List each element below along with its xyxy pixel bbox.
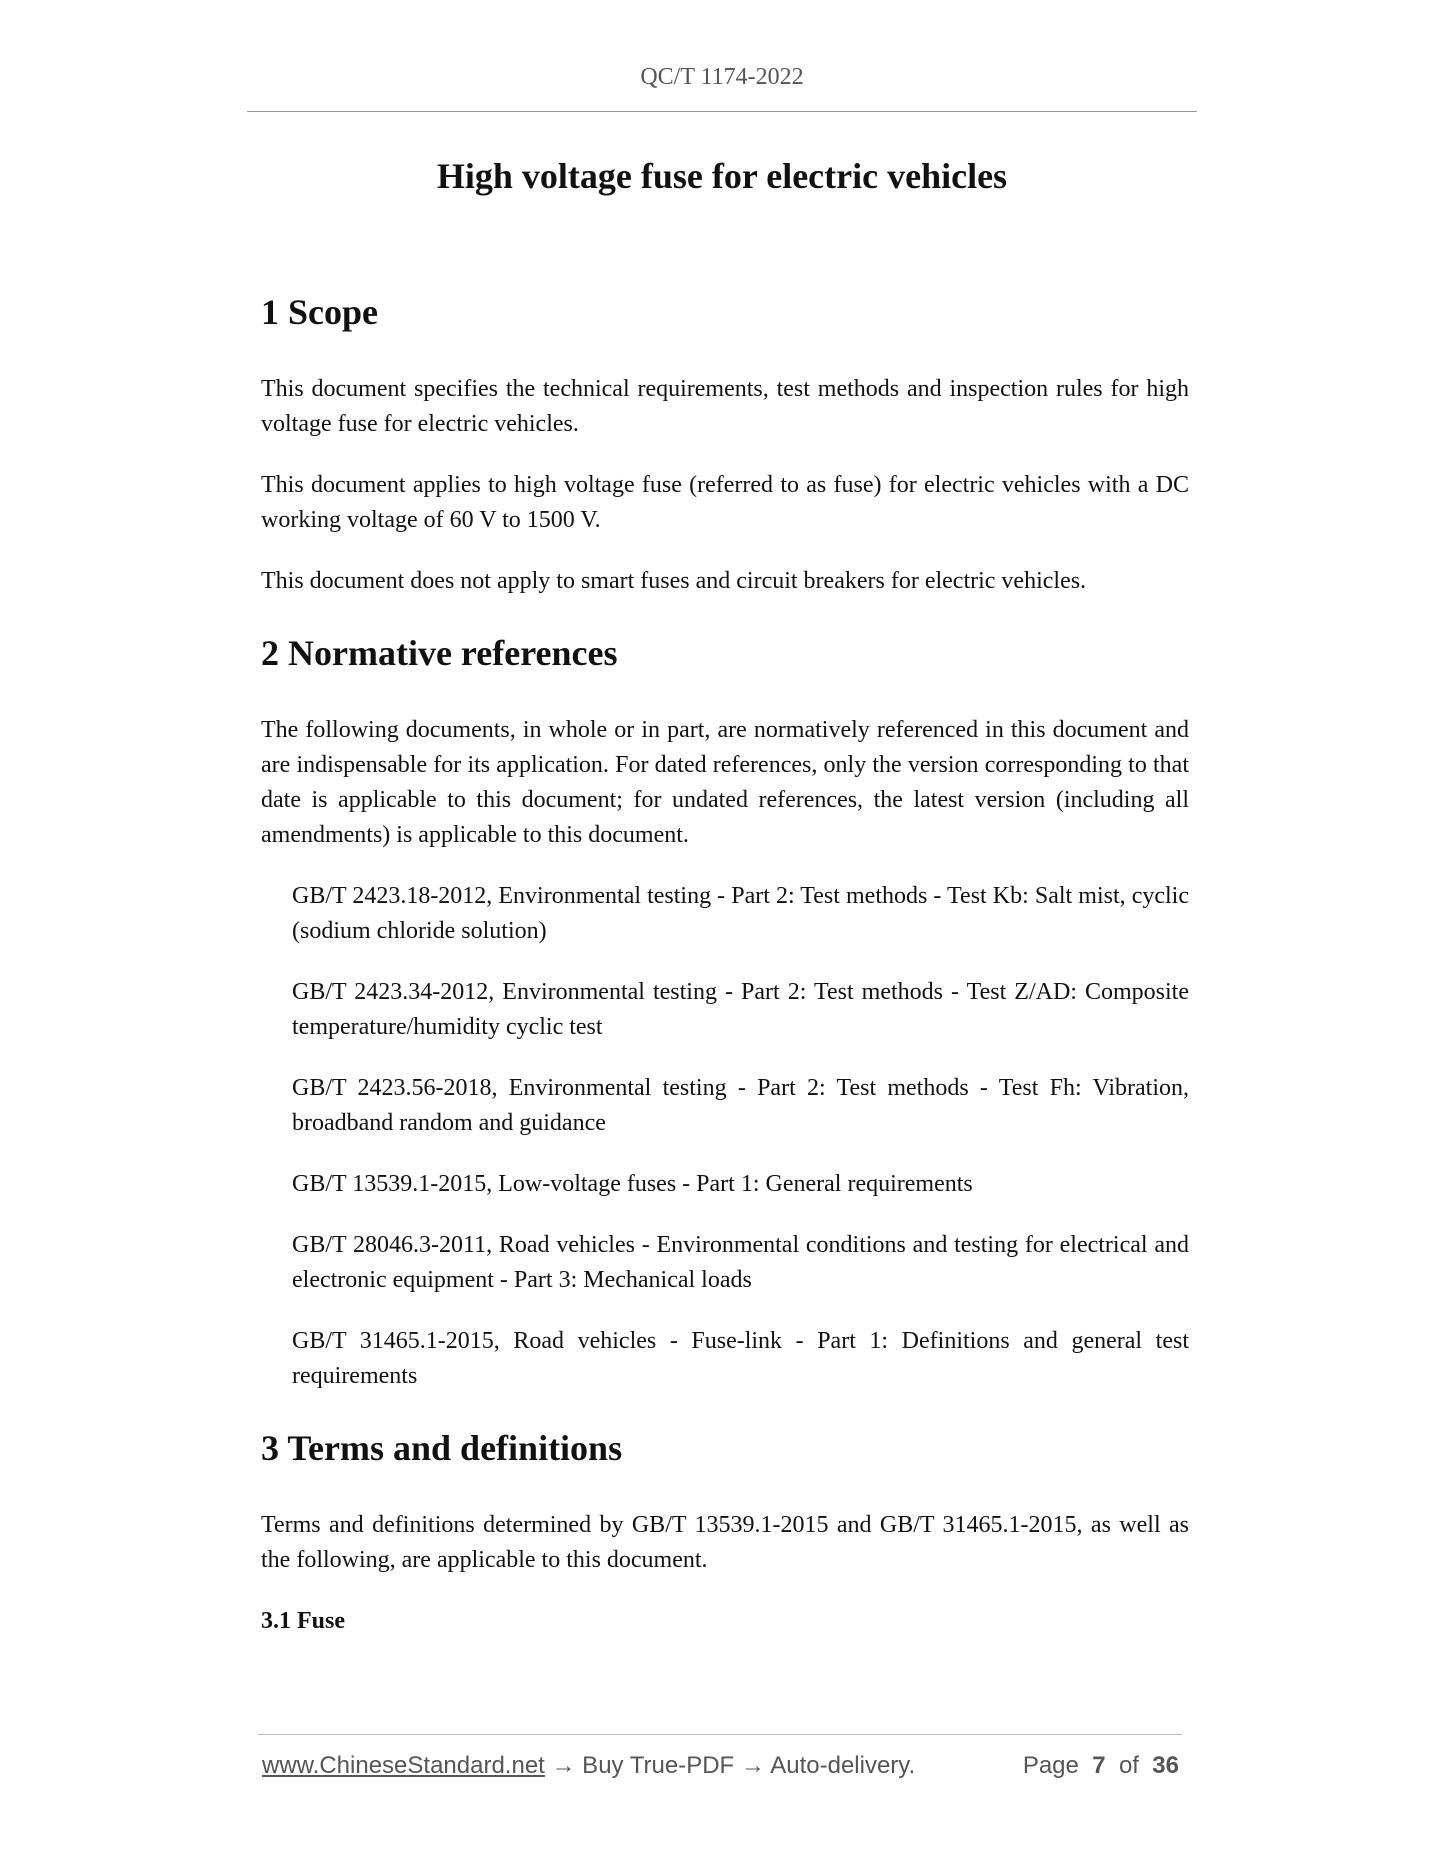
reference-item: GB/T 2423.18-2012, Environmental testing - Part 2: Test methods - Test Kb: Salt mist, cyclic (sodium chloride solution) bbox=[292, 883, 1189, 944]
scope-paragraph: This document does not apply to smart fuses and circuit breakers for electric vehicles. bbox=[261, 568, 1087, 594]
section-heading-terms-definitions: 3 Terms and definitions bbox=[261, 1428, 623, 1468]
scope-paragraph: This document specifies the technical requirements, test methods and inspection rules for high voltage fuse for electric vehicles. bbox=[261, 376, 1189, 437]
running-header: QC/T 1174-2022 bbox=[640, 64, 804, 90]
header-divider bbox=[247, 111, 1197, 112]
total-pages: 36 bbox=[1152, 1752, 1179, 1779]
page-label: Page bbox=[1022, 1752, 1079, 1779]
scope-paragraph: This document applies to high voltage fuse (referred to as fuse) for electric vehicles with a DC working voltage of 60 V to 1500 V. bbox=[261, 472, 1189, 533]
reference-item: GB/T 28046.3-2011, Road vehicles - Environmental conditions and testing for electrical and electronic equipment - Part 3: Mechanical loads bbox=[292, 1232, 1189, 1293]
section-normative-references bbox=[261, 631, 1189, 1394]
terms-intro-paragraph: Terms and definitions determined by GB/T 13539.1-2015 and GB/T 31465.1-2015, as well as the following, are applicable to this document. bbox=[261, 1512, 1189, 1573]
normative-intro-paragraph: The following documents, in whole or in part, are normatively referenced in this document and are indispensable for its application. For dated references, only the version corresponding to that date is applicable to this document; for undated references, the latest version (including all amendments) is applicable to this document. bbox=[261, 717, 1189, 848]
footer-promo bbox=[262, 1752, 915, 1780]
footer-divider bbox=[258, 1734, 1182, 1735]
website-link[interactable]: www.ChineseStandard.net bbox=[262, 1752, 545, 1779]
section-terms-definitions bbox=[261, 1426, 1189, 1639]
document-body bbox=[261, 290, 1189, 1639]
current-page-number: 7 bbox=[1092, 1752, 1106, 1779]
subsection-heading-fuse: 3.1 Fuse bbox=[261, 1608, 345, 1634]
reference-item: GB/T 2423.56-2018, Environmental testing - Part 2: Test methods - Test Fh: Vibration, broadband random and guidance bbox=[292, 1075, 1189, 1136]
reference-item: GB/T 2423.34-2012, Environmental testing - Part 2: Test methods - Test Z/AD: Composite temperature/humidity cyclic test bbox=[292, 979, 1189, 1040]
section-scope bbox=[261, 290, 1189, 599]
section-heading-normative-references: 2 Normative references bbox=[261, 633, 618, 673]
footer-promo-text: → Buy True-PDF → Auto-delivery. bbox=[544, 1752, 916, 1779]
reference-item: GB/T 31465.1-2015, Road vehicles - Fuse-link - Part 1: Definitions and general test requirements bbox=[292, 1328, 1189, 1389]
section-heading-scope: 1 Scope bbox=[261, 292, 378, 332]
of-label: of bbox=[1118, 1752, 1139, 1779]
page-indicator bbox=[1023, 1752, 1179, 1780]
reference-item: GB/T 13539.1-2015, Low-voltage fuses - Part 1: General requirements bbox=[292, 1171, 973, 1197]
document-title: High voltage fuse for electric vehicles bbox=[436, 156, 1008, 196]
